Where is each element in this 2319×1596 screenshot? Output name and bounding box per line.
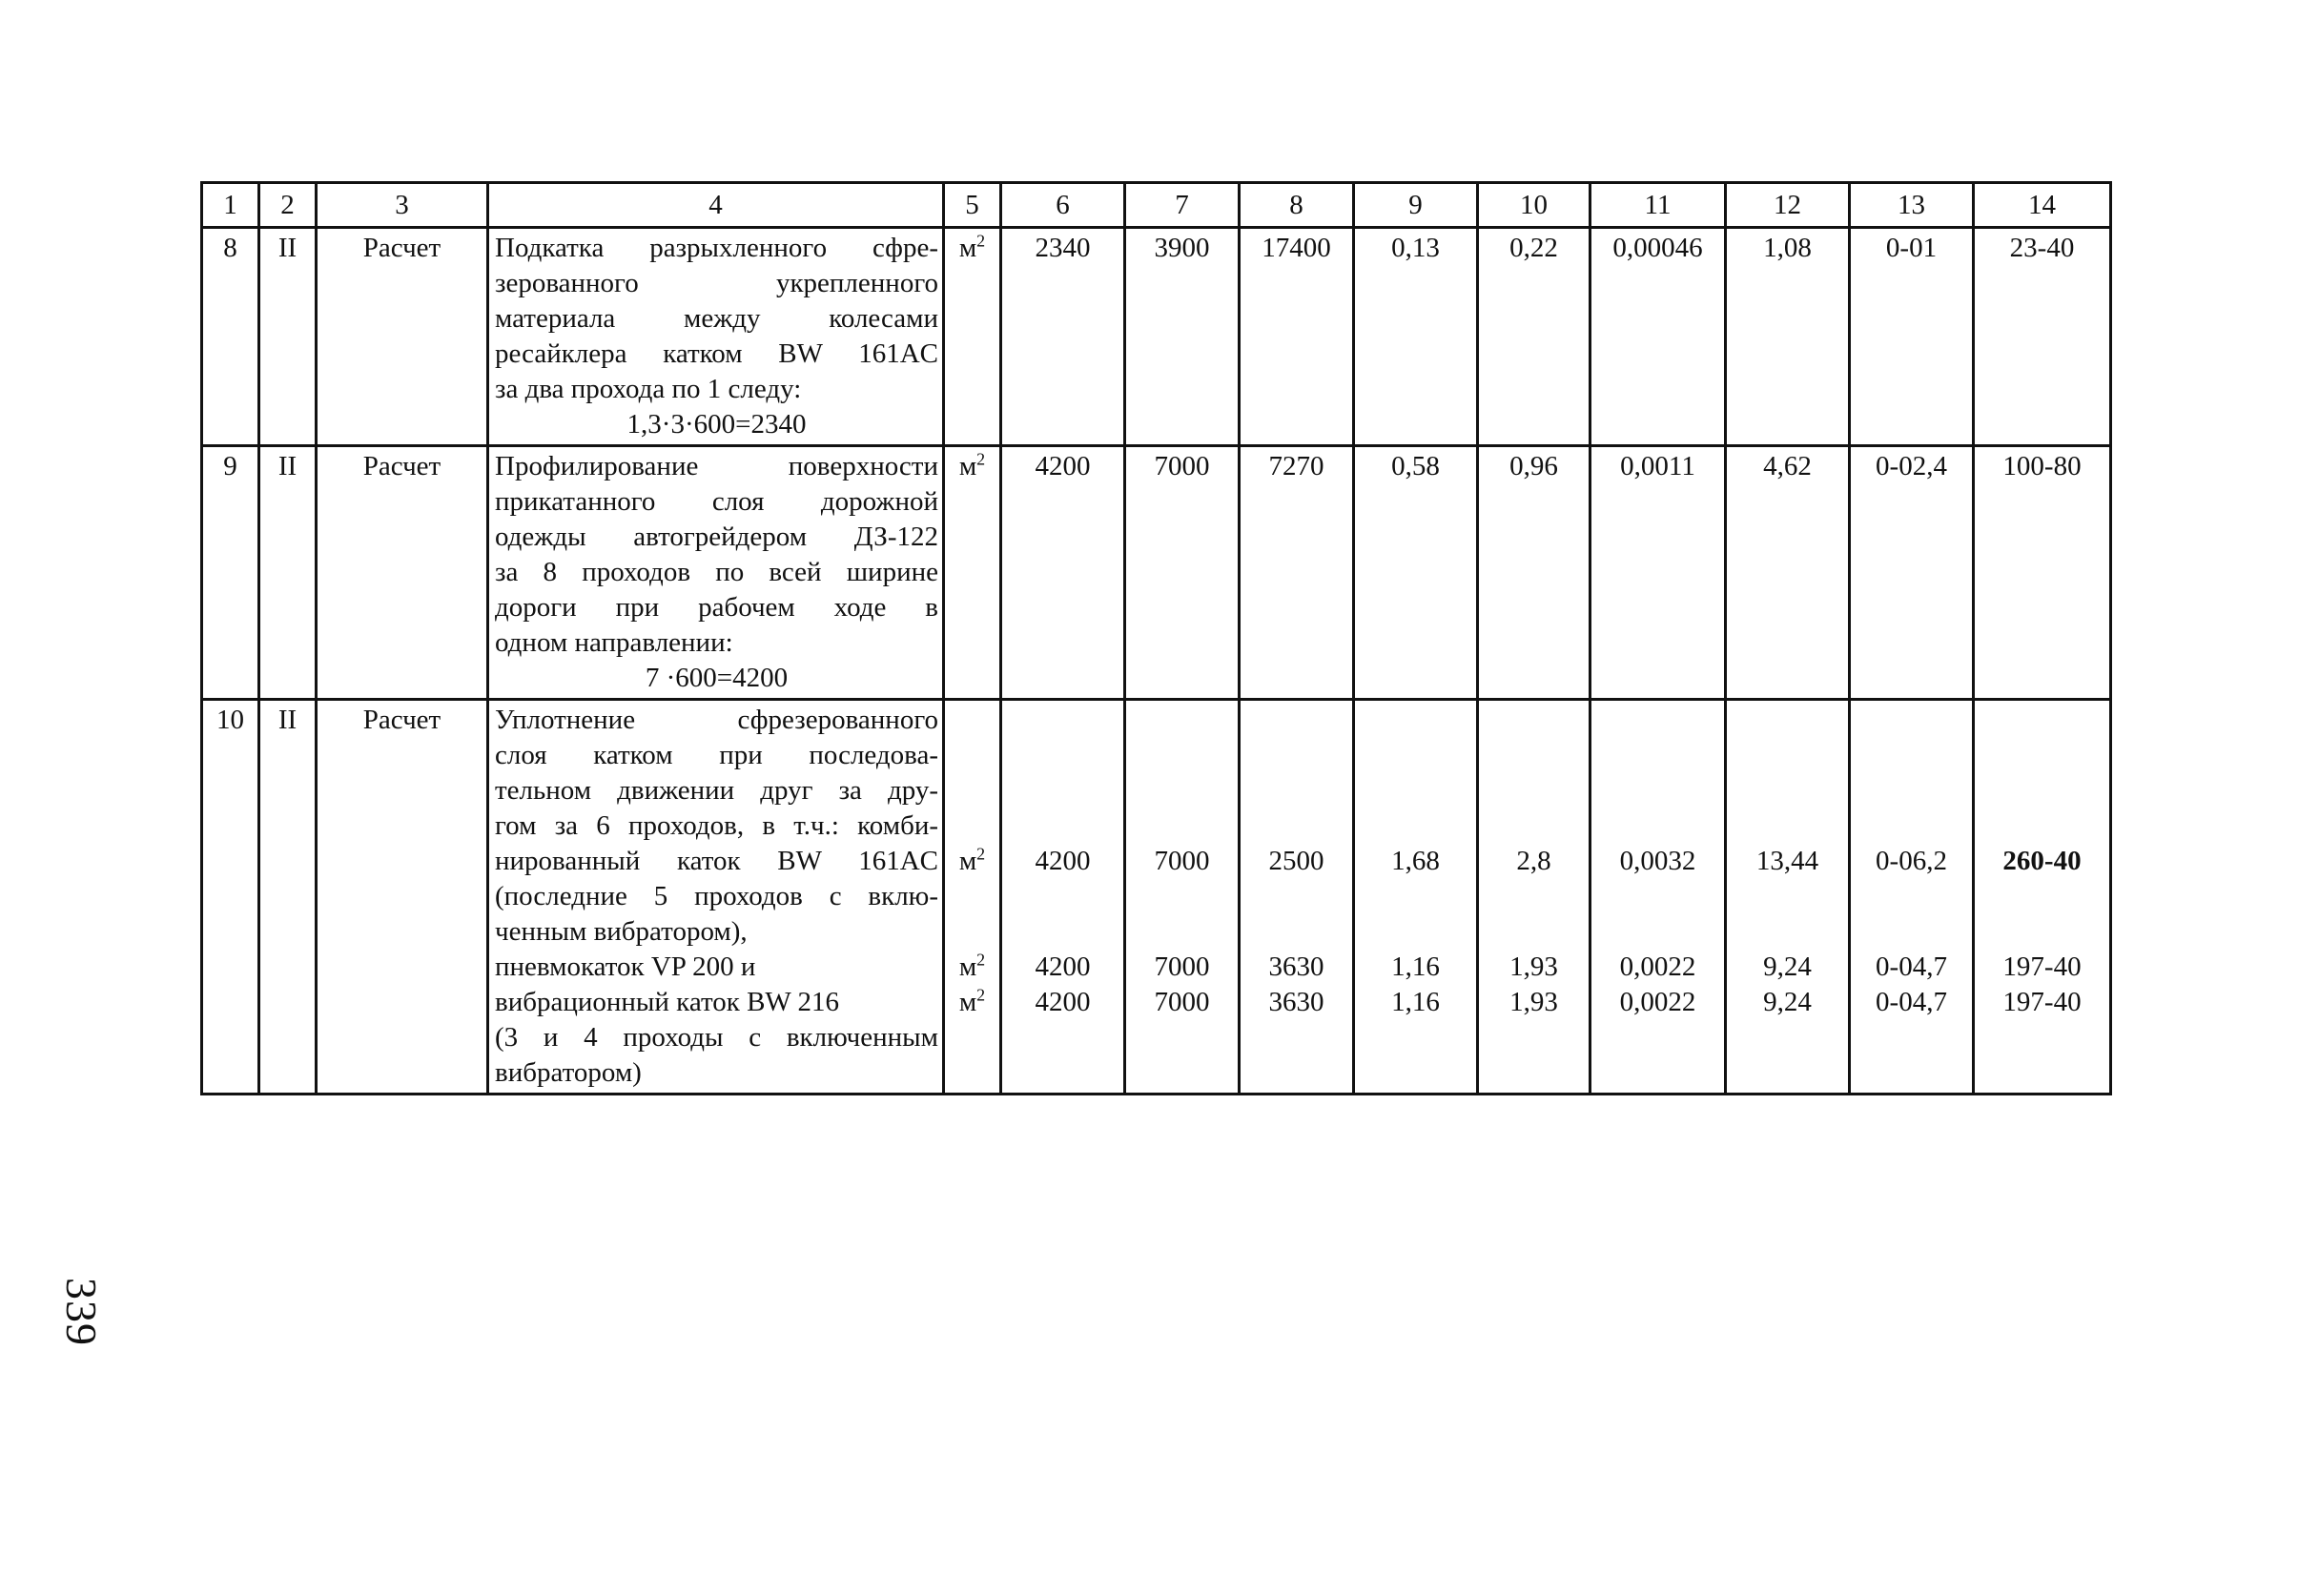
value-col8: 2500 [1268, 846, 1324, 876]
value-col11: 0,0022 [1619, 987, 1696, 1017]
value-col14: 260-40 [2002, 846, 2082, 876]
value-col12: 1,08 [1726, 228, 1850, 446]
description-line: дороги при рабочем ходе в [495, 592, 938, 623]
unit-cell [944, 700, 1001, 1095]
unit-exponent: 2 [976, 950, 986, 970]
row-basis: Расчет [317, 700, 488, 1095]
description-line: вибратором) [495, 1057, 642, 1088]
value-col11-cell [1590, 700, 1726, 1095]
description-line: ресайклера катком BW 161AC [495, 338, 938, 369]
description-line: за 8 проходов по всей ширине [495, 557, 938, 587]
table-row [202, 446, 2111, 700]
description-line: слоя катком при последова- [495, 740, 938, 770]
value-col9: 0,13 [1354, 228, 1478, 446]
row-category: II [259, 700, 317, 1095]
value-col7: 7000 [1154, 846, 1210, 876]
description-line: зерованного укрепленного [495, 268, 938, 298]
value-col9: 1,68 [1391, 846, 1440, 876]
header-cell: 7 [1125, 183, 1240, 228]
value-col6-cell [1001, 700, 1125, 1095]
description-line: ченным вибратором), [495, 916, 748, 947]
description-line: (последние 5 проходов с вклю- [495, 881, 938, 911]
description-formula: 7 ·600=4200 [645, 663, 789, 693]
value-col6: 4200 [1035, 987, 1091, 1017]
value-col9: 1,16 [1391, 987, 1440, 1017]
description-line: пневмокаток VP 200 и [495, 951, 756, 982]
value-col12: 9,24 [1763, 987, 1812, 1017]
row-category: II [259, 228, 317, 446]
header-cell: 4 [488, 183, 944, 228]
description-line: одном направлении: [495, 627, 733, 658]
value-col8-cell [1240, 700, 1354, 1095]
description-line: Уплотнение сфрезерованного [495, 705, 938, 735]
header-cell: 10 [1478, 183, 1590, 228]
row-basis: Расчет [317, 228, 488, 446]
page-number: 339 [57, 1278, 106, 1346]
row-number: 9 [202, 446, 259, 700]
unit-exponent: 2 [976, 844, 986, 864]
header-cell: 12 [1726, 183, 1850, 228]
value-col13: 0-04,7 [1876, 951, 1947, 982]
description-line: одежды автогрейдером ДЗ-122 [495, 522, 938, 552]
value-col9: 1,16 [1391, 951, 1440, 982]
header-cell: 14 [1974, 183, 2111, 228]
unit-exponent: 2 [976, 231, 986, 251]
value-col10: 0,96 [1478, 446, 1590, 700]
row-description [488, 228, 944, 446]
header-cell: 11 [1590, 183, 1726, 228]
description-line: прикатанного слоя дорожной [495, 486, 938, 517]
unit: м [958, 233, 977, 263]
value-col14: 197-40 [2002, 951, 2082, 982]
data-table [200, 181, 2112, 1095]
description-line: вибрационный каток BW 216 [495, 987, 840, 1017]
value-col12: 9,24 [1763, 951, 1812, 982]
value-col13: 0-06,2 [1876, 846, 1947, 876]
value-col13: 0-04,7 [1876, 987, 1947, 1017]
unit: м [958, 987, 977, 1017]
value-col7: 3900 [1125, 228, 1240, 446]
header-cell: 6 [1001, 183, 1125, 228]
unit-exponent: 2 [976, 985, 986, 1005]
value-col7: 7000 [1154, 987, 1210, 1017]
table-row [202, 700, 2111, 1095]
value-col7: 7000 [1125, 446, 1240, 700]
table-row [202, 228, 2111, 446]
value-col12: 4,62 [1726, 446, 1850, 700]
value-col6: 4200 [1035, 951, 1091, 982]
value-col7: 7000 [1154, 951, 1210, 982]
description-formula: 1,3·3·600=2340 [626, 409, 807, 440]
row-description [488, 446, 944, 700]
header-cell: 1 [202, 183, 259, 228]
row-number: 10 [202, 700, 259, 1095]
row-description [488, 700, 944, 1095]
value-col11: 0,0022 [1619, 951, 1696, 982]
value-col8: 17400 [1240, 228, 1354, 446]
unit: м [958, 451, 977, 481]
value-col14: 197-40 [2002, 987, 2082, 1017]
header-cell: 9 [1354, 183, 1478, 228]
header-cell: 8 [1240, 183, 1354, 228]
description-line: материала между колесами [495, 303, 938, 334]
unit: м [958, 951, 977, 982]
value-col13: 0-02,4 [1850, 446, 1974, 700]
value-col14: 100-80 [1974, 446, 2111, 700]
description-line: Профилирование поверхности [495, 451, 938, 481]
unit-cell [944, 228, 1001, 446]
value-col10: 1,93 [1509, 987, 1558, 1017]
unit: м [958, 846, 977, 876]
value-col10: 0,22 [1478, 228, 1590, 446]
description-line: тельном движении друг за дру- [495, 775, 938, 806]
row-number: 8 [202, 228, 259, 446]
header-cell: 5 [944, 183, 1001, 228]
description-line: нированный каток BW 161AC [495, 846, 938, 876]
header-row [202, 183, 2111, 228]
value-col10: 1,93 [1509, 951, 1558, 982]
value-col9-cell [1354, 700, 1478, 1095]
description-line: Подкатка разрыхленного сфре- [495, 233, 938, 263]
header-cell: 13 [1850, 183, 1974, 228]
header-cell: 2 [259, 183, 317, 228]
value-col7-cell [1125, 700, 1240, 1095]
value-col8: 3630 [1268, 987, 1324, 1017]
description-line: (3 и 4 проходы с включенным [495, 1022, 938, 1053]
header-cell: 3 [317, 183, 488, 228]
description-line: гом за 6 проходов, в т.ч.: комби- [495, 810, 938, 841]
unit-exponent: 2 [976, 449, 986, 469]
value-col8: 7270 [1240, 446, 1354, 700]
value-col6: 4200 [1001, 446, 1125, 700]
value-col11: 0,0011 [1590, 446, 1726, 700]
row-basis: Расчет [317, 446, 488, 700]
value-col14: 23-40 [1974, 228, 2111, 446]
value-col6: 4200 [1035, 846, 1091, 876]
value-col10-cell [1478, 700, 1590, 1095]
value-col12-cell [1726, 700, 1850, 1095]
value-col14-cell [1974, 700, 2111, 1095]
unit-cell [944, 446, 1001, 700]
value-col12: 13,44 [1755, 846, 1819, 876]
value-col10: 2,8 [1516, 846, 1551, 876]
value-col8: 3630 [1268, 951, 1324, 982]
value-col6: 2340 [1001, 228, 1125, 446]
value-col9: 0,58 [1354, 446, 1478, 700]
value-col11: 0,00046 [1590, 228, 1726, 446]
value-col13: 0-01 [1850, 228, 1974, 446]
value-col11: 0,0032 [1619, 846, 1696, 876]
row-category: II [259, 446, 317, 700]
description-line: за два прохода по 1 следу: [495, 374, 802, 404]
value-col13-cell [1850, 700, 1974, 1095]
